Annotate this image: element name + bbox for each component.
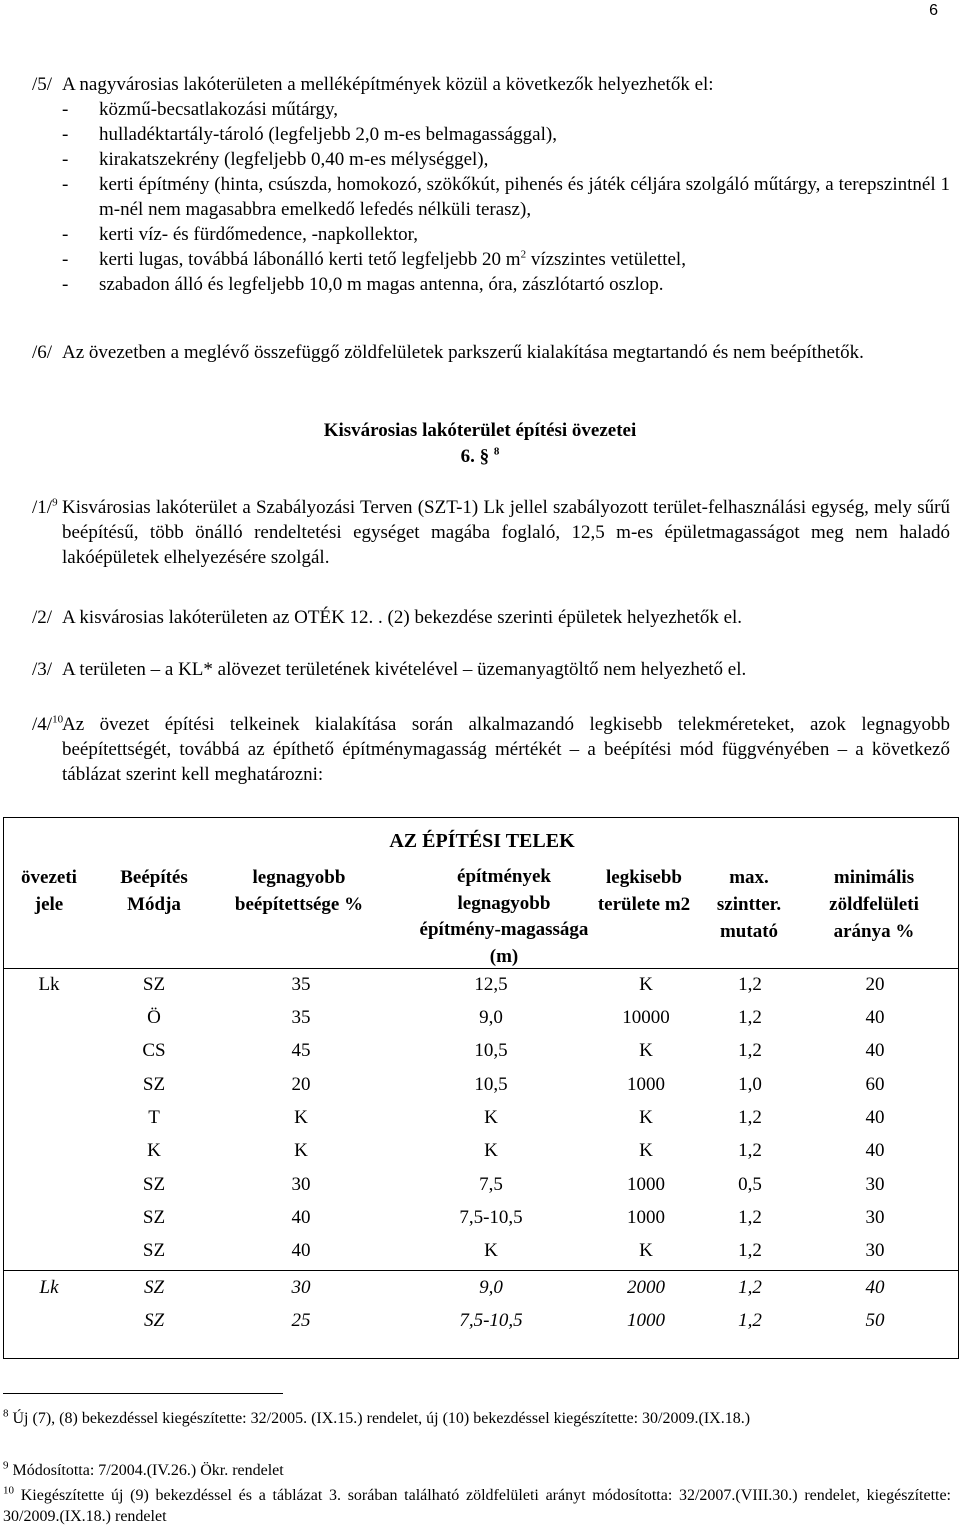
table-cell: 0,5 xyxy=(738,1174,762,1195)
table-cell: K xyxy=(639,1140,653,1161)
table-cell: SZ xyxy=(143,1277,165,1298)
header-max-height: építmények legnagyobb építmény-magassága (m) xyxy=(419,866,589,967)
footnote-9: $^9$ Módosította: 7/2004.(IV.26.) Ökr. rendelet xyxy=(3,1459,284,1479)
paragraph-5 xyxy=(32,72,950,297)
table-cell: 7,5-10,5 xyxy=(459,1310,523,1331)
paragraph-number: /6/ xyxy=(32,342,53,363)
paragraph-text: Az övezetben a meglévő összefüggő zöldfelületek parkszerű kialakítása megtartandó és nem beépíthetők. xyxy=(62,342,864,363)
table-cell: 9,0 xyxy=(479,1277,503,1298)
table-cell: K xyxy=(147,1140,161,1161)
table-cell: 1,2 xyxy=(738,974,762,995)
table-cell: Lk xyxy=(39,1277,59,1298)
table-cell: 30 xyxy=(865,1240,885,1261)
building-zone-table xyxy=(3,817,959,1359)
paragraph-6 xyxy=(32,340,950,365)
list-item: - kerti lugas, továbbá lábonálló kerti tető legfeljebb 20 $m^2$ vízszintes vetülettel, xyxy=(62,248,686,270)
footnote-10: $^{10}$ Kiegészítette új (9) bekezdéssel és a táblázat 3. sorában található zöldfelületi arányt módosította: 32/2007.(VIII.30.) rendelet, kiegészítette: 30/2009.(IX.18.) rendelet xyxy=(3,1484,952,1525)
table-cell: 1,2 xyxy=(738,1207,762,1228)
table-group-header: AZ ÉPÍTÉSI TELEK xyxy=(389,830,575,852)
table-cell: 1,2 xyxy=(738,1140,762,1161)
table-cell: SZ xyxy=(142,1207,166,1228)
table-cell: 20 xyxy=(865,974,885,995)
section-number: 6. § $^8$ xyxy=(460,445,500,467)
table-cell: 12,5 xyxy=(474,974,508,995)
table-cell: 1,2 xyxy=(738,1007,762,1028)
table-cell: 2000 xyxy=(627,1277,665,1298)
paragraph-text: A kisvárosias lakóterületen az OTÉK 12. . (2) bekezdése szerinti épületek helyezhetők el. xyxy=(62,607,743,628)
table-cell: K xyxy=(639,1040,653,1061)
table-cell: K xyxy=(639,1240,653,1261)
table-cell: 50 xyxy=(865,1310,885,1331)
table-cell: K xyxy=(484,1240,498,1261)
table-cell: Ö xyxy=(147,1007,161,1028)
table-cell: 1,2 xyxy=(738,1040,762,1061)
table-cell: K xyxy=(294,1107,308,1128)
paragraph-number: /3/ xyxy=(32,659,53,680)
table-cell: 10000 xyxy=(622,1007,670,1028)
table-cell: 30 xyxy=(865,1174,885,1195)
table-cell: 60 xyxy=(865,1074,885,1095)
table-cell: 1000 xyxy=(627,1310,665,1331)
table-cell: 30 xyxy=(865,1207,885,1228)
list-item: - hulladéktartály-tároló (legfeljebb 2,0 m-es belmagassággal), xyxy=(62,124,557,145)
table-cell: 40 xyxy=(865,1107,885,1128)
table-cell: SZ xyxy=(142,974,166,995)
table-cell: 10,5 xyxy=(474,1074,508,1095)
table-cell: SZ xyxy=(143,1310,165,1331)
table-cell: 40 xyxy=(865,1007,885,1028)
table-cell: 40 xyxy=(865,1040,885,1061)
header-build-mode: Beépítés Módja xyxy=(120,867,188,915)
paragraph-number: /2/ xyxy=(32,607,53,628)
group-separator xyxy=(4,1270,958,1271)
table-cell: 40 xyxy=(291,1207,311,1228)
list-item: - szabadon álló és legfeljebb 10,0 m magas antenna, óra, zászlótartó oszlop. xyxy=(62,274,664,295)
table-cell: 35 xyxy=(291,974,311,995)
list-item: - kerti építmény (hinta, csúszda, homokozó, szökőkút, pihenés és játék céljára szolgáló műtárgy, a terepszintnél 1 m-nél nem magasabbra emelkedő lefedés nélküli terasz), xyxy=(62,174,950,220)
table-cell: 7,5 xyxy=(479,1174,503,1195)
table-cell: 1000 xyxy=(627,1207,665,1228)
header-zone-code: övezeti jele xyxy=(21,867,77,915)
paragraph-number: /5/ xyxy=(32,74,53,95)
table-cell: SZ xyxy=(142,1174,166,1195)
table-cell: 40 xyxy=(291,1240,311,1261)
table-cell: K xyxy=(294,1140,308,1161)
table-cell: 20 xyxy=(291,1074,311,1095)
table-cell: 1000 xyxy=(627,1174,665,1195)
table-cell: 1,2 xyxy=(738,1310,762,1331)
table-cell: 1,2 xyxy=(738,1240,762,1261)
paragraph-number: /1/$^9$ xyxy=(32,496,58,518)
subsection-2 xyxy=(32,605,950,630)
paragraph-number: /4/$^{10}$ xyxy=(32,713,64,735)
table-cell: 1,0 xyxy=(738,1074,762,1095)
header-floor-ratio: max. szintter. mutató xyxy=(716,867,782,942)
table-cell: Lk xyxy=(38,974,60,995)
table-cell: 30 xyxy=(291,1174,311,1195)
table-cell: SZ xyxy=(142,1074,166,1095)
list-item: - kerti víz- és fürdőmedence, -napkollektor, xyxy=(62,224,418,245)
subsection-3 xyxy=(32,657,950,682)
paragraph-text: A területen – a KL* alövezet területének kivételével – üzemanyagtöltő nem helyezhető el. xyxy=(62,659,747,680)
header-separator xyxy=(4,968,958,969)
table-cell: 40 xyxy=(865,1277,885,1298)
paragraph-text: Az övezet építési telkeinek kialakítása során alkalmazandó legkisebb telekméreteket, azok legnagyobb beépítettségét, továbbá az építhető építménymagasság mértékét – a beépítési mód függvényében – a következő táblázat szerint kell meghatározni: xyxy=(62,714,950,785)
table-cell: 9,0 xyxy=(479,1007,503,1028)
table-cell: T xyxy=(148,1107,160,1128)
table-cell: 1000 xyxy=(627,1074,665,1095)
subsection-4 xyxy=(32,712,950,787)
subsection-1 xyxy=(32,495,950,570)
header-max-coverage: legnagyobb beépítettsége % xyxy=(234,867,364,915)
list-item: - közmű-becsatlakozási műtárgy, xyxy=(62,99,339,120)
paragraph-text: Kisvárosias lakóterület a Szabályozási Terven (SZT-1) Lk jellel szabályozott terület-felhasználási egység, mely sűrű beépítésű, több önálló rendeltetési egységet magába foglaló, 12,5 m-es épületmagasságot meg nem haladó lakóépületek elhelyezésére szolgál. xyxy=(62,497,950,568)
table-cell: 25 xyxy=(291,1310,311,1331)
table-cell: K xyxy=(484,1107,498,1128)
table-cell: 1,2 xyxy=(738,1277,762,1298)
page-number: 6 xyxy=(929,2,938,19)
table-cell: SZ xyxy=(142,1240,166,1261)
table-cell: 10,5 xyxy=(474,1040,508,1061)
table-cell: 1,2 xyxy=(738,1107,762,1128)
table-cell: 40 xyxy=(865,1140,885,1161)
table-cell: 7,5-10,5 xyxy=(459,1207,523,1228)
paragraph-intro: A nagyvárosias lakóterületen a melléképítmények közül a következők helyezhetők el: xyxy=(62,74,714,95)
table-cell: K xyxy=(639,1107,653,1128)
table-cell: K xyxy=(484,1140,498,1161)
table-cell: 35 xyxy=(291,1007,311,1028)
list-item: - kirakatszekrény (legfeljebb 0,40 m-es mélységgel), xyxy=(62,149,489,170)
table-cell: 30 xyxy=(291,1277,311,1298)
header-green-ratio: minimális zöldfelületi aránya % xyxy=(829,867,919,942)
table-cell: 45 xyxy=(291,1040,311,1061)
table-cell: K xyxy=(639,974,653,995)
section-title: Kisvárosias lakóterület építési övezetei xyxy=(323,420,637,441)
header-min-area: legkisebb területe m2 xyxy=(597,867,691,915)
footnote-rule xyxy=(3,1393,283,1394)
table-cell: CS xyxy=(142,1040,166,1061)
footnote-8: $^8$ Új (7), (8) bekezdéssel kiegészítette: 32/2005. (IX.15.) rendelet, új (10) bekezdéssel kiegészítette: 30/2009.(IX.18.) xyxy=(3,1407,751,1427)
